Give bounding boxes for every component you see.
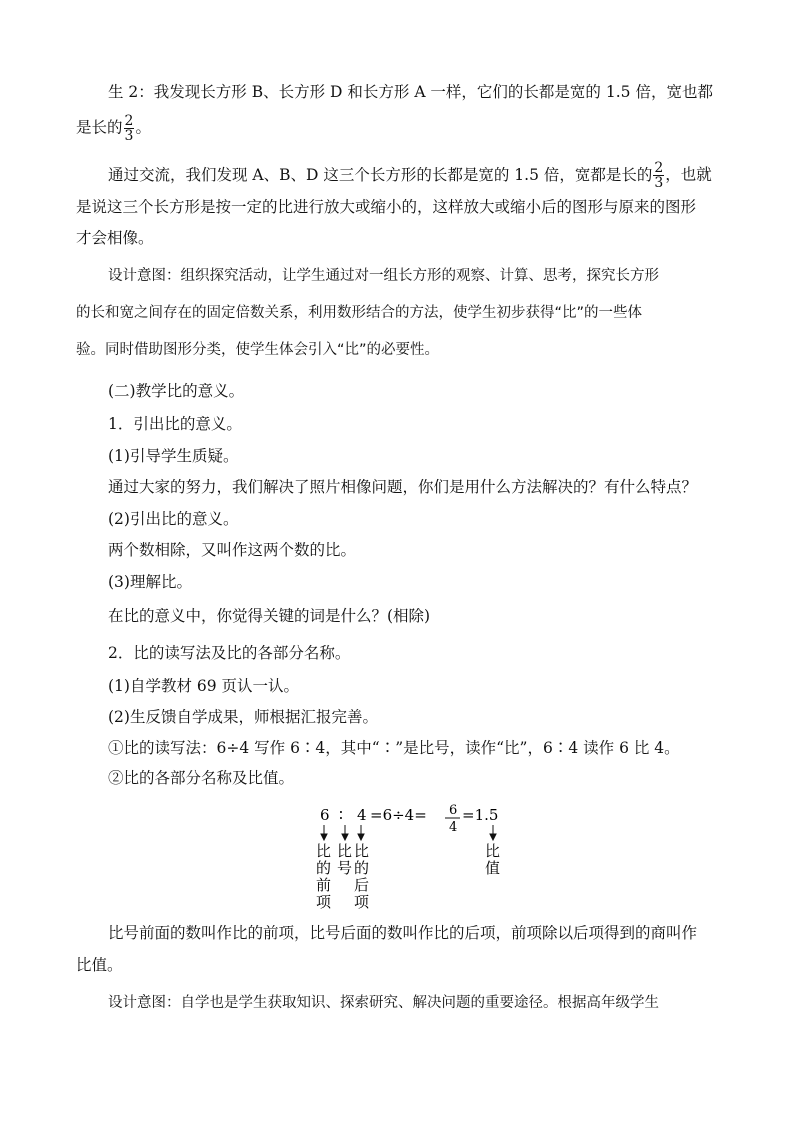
item-2-1: (1)自学教材 69 页认一认。 (108, 677, 300, 695)
ratio-sign-label (337, 842, 352, 877)
label-sign-1: 比 (337, 842, 353, 860)
item-2: 2．比的读写法及比的各部分名称。 (108, 644, 351, 662)
design-intent-1-line2: 的长和宽之间存在的固定倍数关系，利用数形结合的方法，使学生初步获得“比”的一些体 (76, 305, 643, 321)
item-1-2: (2)引出比的意义。 (108, 510, 239, 528)
definition-line1: 比号前面的数叫作比的前项，比号后面的数叫作比的后项，前项除以后项得到的商叫作 (108, 924, 698, 942)
item-2-2: (2)生反馈自学成果，师根据汇报完善。 (108, 708, 378, 726)
item-1: 1．引出比的意义。 (108, 415, 242, 433)
label-front-4: 项 (316, 893, 332, 911)
label-sign-2: 号 (337, 859, 353, 877)
front-term-label (316, 842, 332, 911)
label-front-2: 的 (316, 859, 332, 877)
label-front-1: 比 (316, 842, 332, 860)
design-intent-1-line1: 设计意图：组织探究活动，让学生通过对一组长方形的观察、计算、思考，探究长方形 (108, 268, 659, 284)
label-value-1: 比 (485, 842, 501, 860)
item-1-3: (3)理解比。 (108, 573, 192, 591)
design-intent-1-line3: 验。同时借助图形分类，使学生体会引入“比”的必要性。 (76, 342, 440, 358)
design-intent-2-line1: 设计意图：自学也是学生获取知识、探索研究、解决问题的重要途径。根据高年级学生 (108, 995, 659, 1011)
paragraph-discussion-line3: 才会相像。 (76, 229, 154, 247)
fraction-two-thirds: $\frac{2}{3}$ (124, 113, 134, 144)
label-back-3: 后 (354, 876, 370, 894)
section-title-2: (二)教学比的意义。 (108, 382, 245, 400)
label-back-4: 项 (354, 893, 370, 911)
item-1-2-text: 两个数相除，又叫作这两个数的比。 (108, 541, 357, 559)
item-2-2-b: ②比的各部分名称及比值。 (108, 769, 295, 787)
ratio-equation-2: =1.5 (462, 806, 499, 824)
item-2-2-a: ①比的读写法：6÷4 写作 6∶4，其中“∶”是比号，读作“比”，6∶4 读作 6 比 4。 (108, 739, 680, 757)
label-back-2: 的 (354, 859, 370, 877)
ratio-parts-diagram (312, 800, 532, 915)
ratio-colon: ∶ (339, 806, 343, 824)
paragraph-discussion-line2: 是说这三个长方形是按一定的比进行放大或缩小的，这样放大或缩小后的图形与原来的图形 (76, 198, 697, 216)
item-1-1: (1)引导学生质疑。 (108, 447, 239, 465)
item-1-1-text: 通过大家的努力，我们解决了照片相像问题，你们是用什么方法解决的？有什么特点？ (108, 478, 698, 496)
ratio-fraction-numerator: 6 (449, 803, 458, 818)
ratio-front-number: 6 (320, 806, 330, 824)
label-front-3: 前 (316, 876, 332, 894)
back-term-label (354, 842, 370, 911)
paragraph-student2-line2: 是长的 $\frac{2}{3}$ 。 (76, 113, 151, 144)
down-arrows (321, 825, 496, 840)
paragraph-student2-line1: 生 2：我发现长方形 B、长方形 D 和长方形 A 一样，它们的长都是宽的 1.5 倍，宽也都 (108, 83, 713, 101)
ratio-value-label (485, 842, 500, 877)
item-1-3-text: 在比的意义中，你觉得关键的词是什么？(相除) (108, 607, 431, 625)
label-value-2: 值 (485, 859, 501, 877)
ratio-back-number: 4 (357, 806, 367, 824)
definition-line2: 比值。 (76, 956, 123, 974)
paragraph-discussion-line1: 通过交流，我们发现 A、B、D 这三个长方形的长都是宽的 1.5 倍，宽都是长的 $\frac{2}{3}$ ，也就 (108, 160, 712, 191)
fraction-two-thirds-2: $\frac{2}{3}$ (654, 160, 664, 191)
label-back-1: 比 (354, 842, 370, 860)
ratio-equation-1: =6÷4= (370, 806, 427, 824)
ratio-fraction-denominator: 4 (449, 820, 458, 835)
